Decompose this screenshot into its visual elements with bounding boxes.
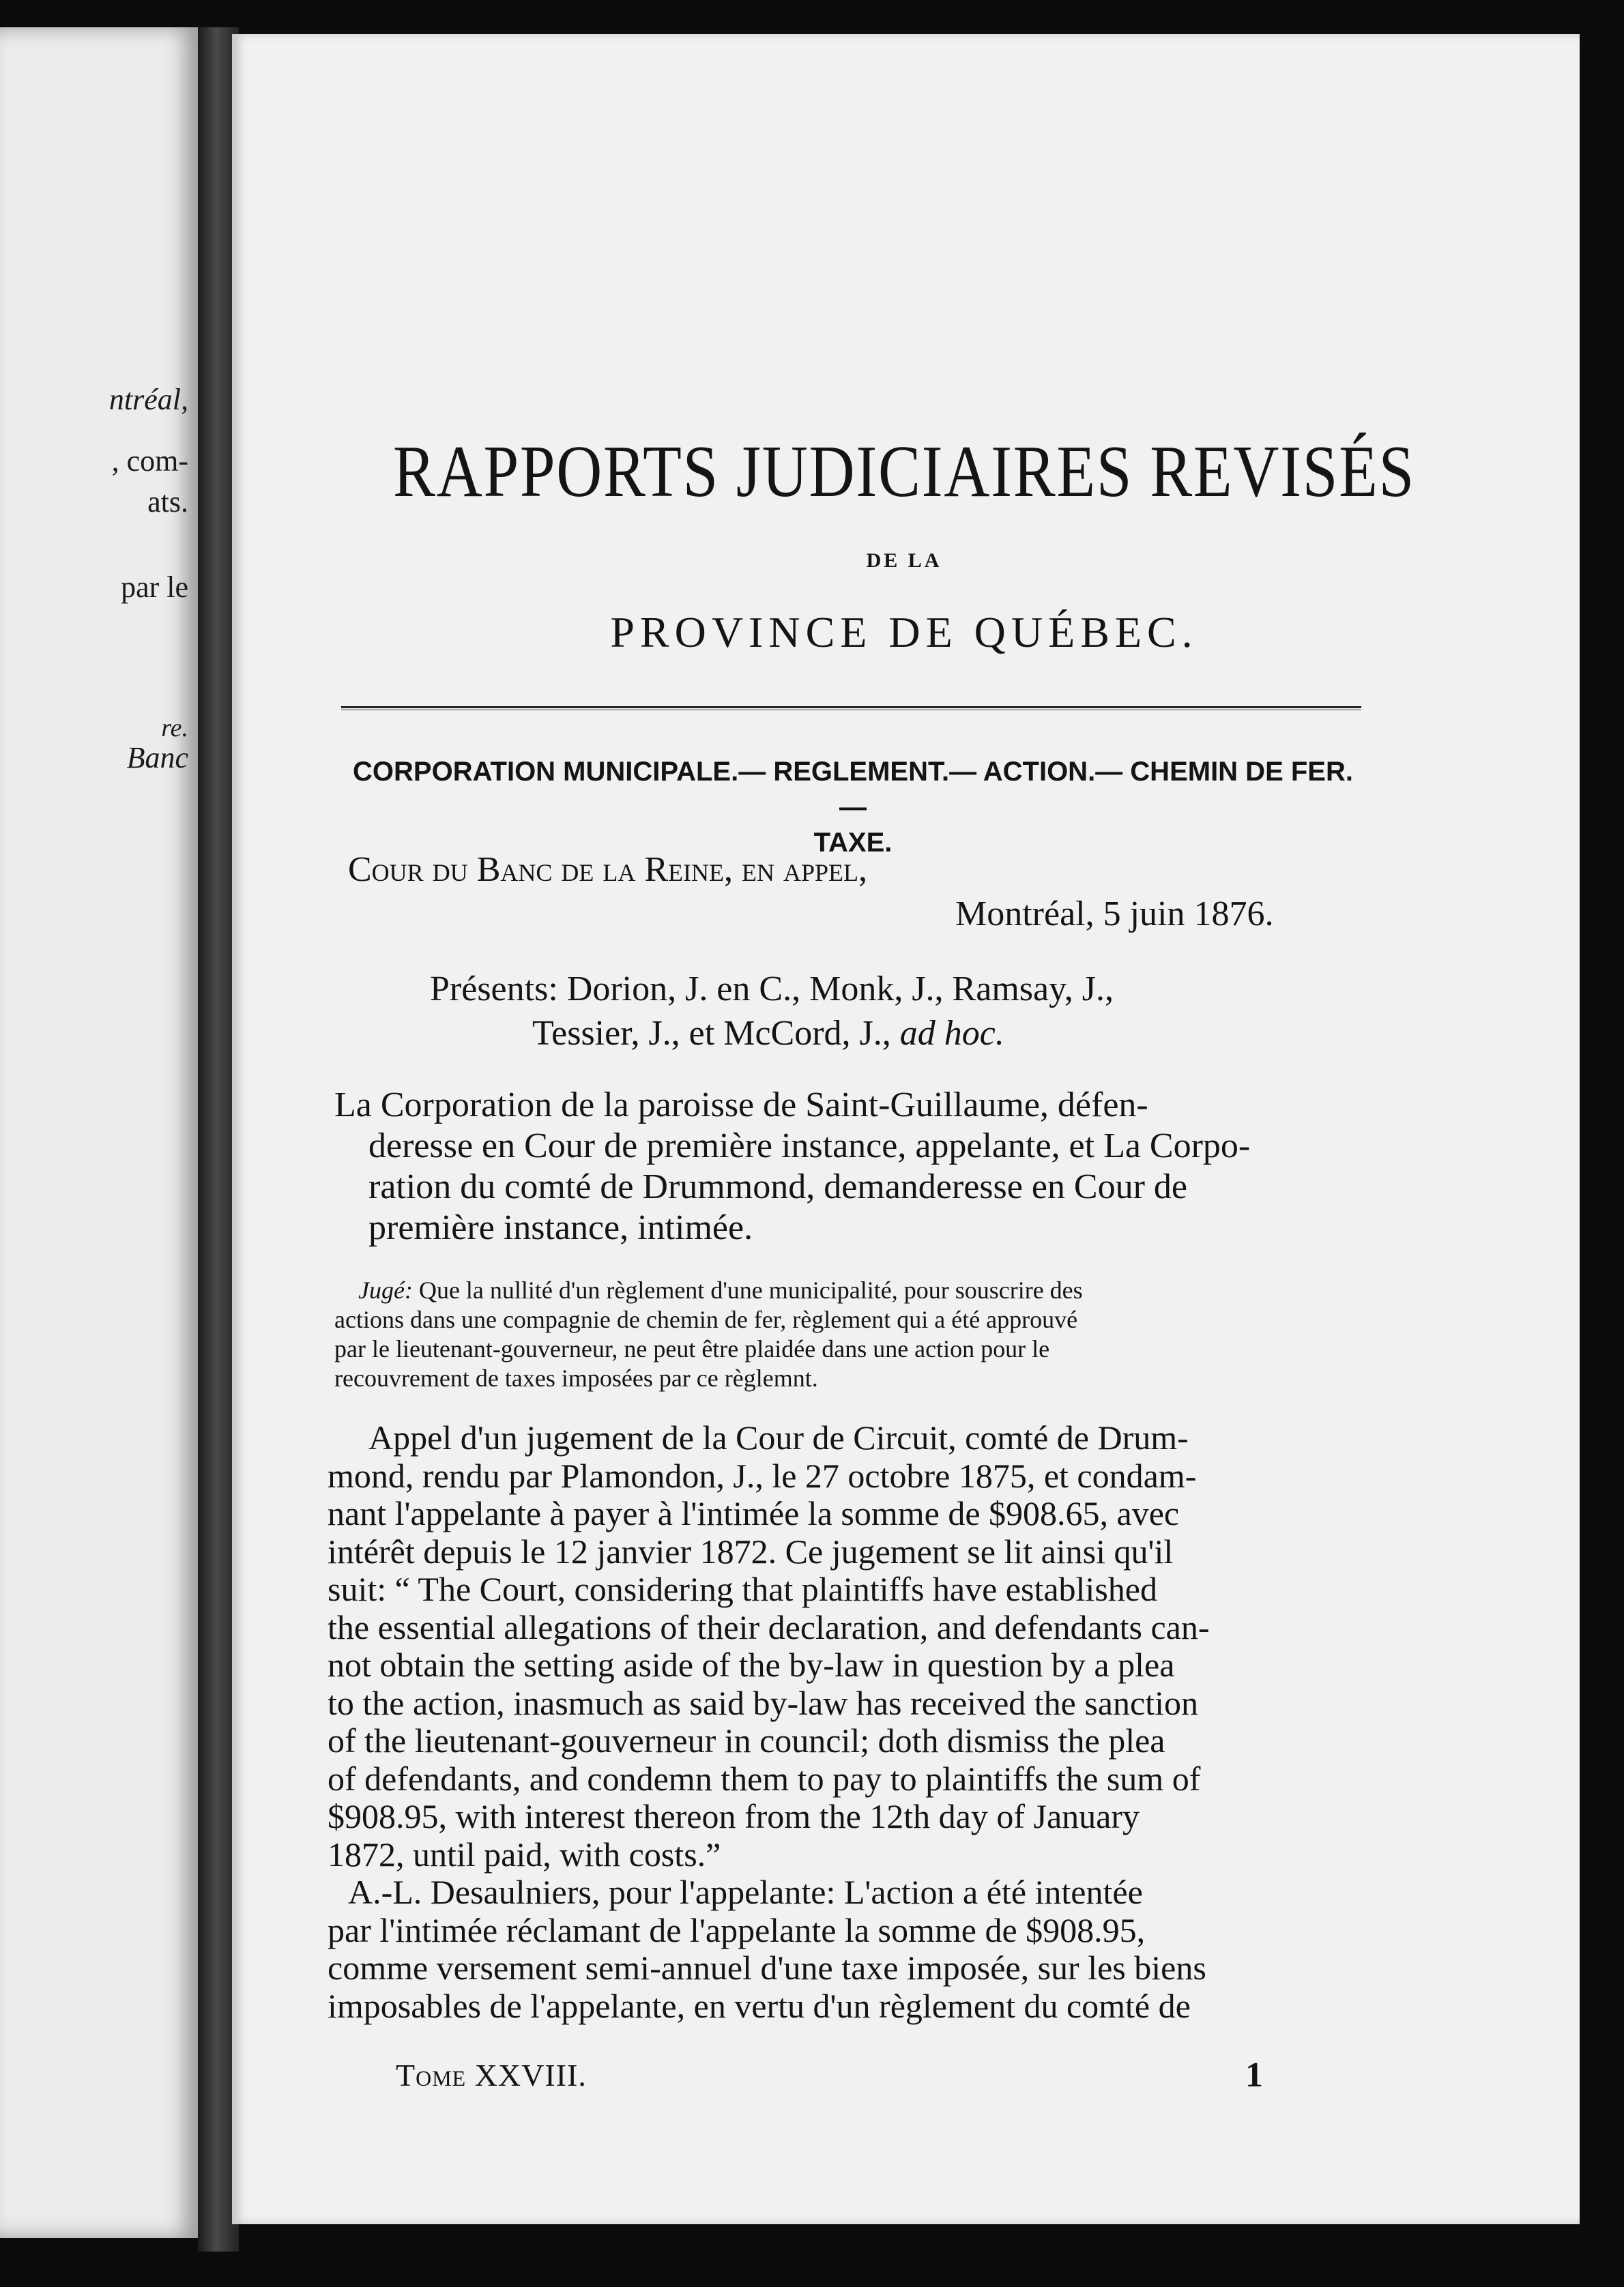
left-fragment: Banc [126, 741, 188, 774]
left-fragment: par le [121, 570, 188, 604]
body-line: of the lieutenant-gouverneur in council; doth dismiss the plea [328, 1721, 1165, 1760]
left-facing-page [0, 27, 198, 2238]
page-title: RAPPORTS JUDICIAIRES REVISÉS [393, 431, 1415, 512]
court-line: Cour du Banc de la Reine, en appel, [348, 850, 868, 889]
left-fragment: ntréal, [108, 383, 188, 416]
body-line: imposables de l'appelante, en vertu d'un règlement du comté de [328, 1986, 1191, 2025]
body-line: Appel d'un jugement de la Cour de Circuit, comté de Drum- [368, 1418, 1189, 1457]
headnote-line: par le lieutenant-gouverneur, ne peut être plaidée dans une action pour le [334, 1335, 1050, 1363]
body-line: comme versement semi-annuel d'une taxe imposée, sur les biens [328, 1949, 1206, 1987]
headnote [334, 1276, 1368, 1393]
body-line: suit: “ The Court, considering that plaintiffs have established [328, 1570, 1157, 1608]
ad-hoc-note: ad hoc. [899, 1014, 1004, 1053]
body-line: to the action, inasmuch as said by-law has received the sanction [328, 1683, 1198, 1722]
body-line: par l'intimée réclamant de l'appelante la somme de $908.95, [328, 1910, 1146, 1949]
date-line: Montréal, 5 juin 1876. [955, 894, 1274, 933]
body-line: A.-L. Desaulniers, pour l'appelante: L'action a été intentée [348, 1873, 1143, 1911]
book-page [232, 34, 1580, 2224]
headnote-line: actions dans une compagnie de chemin de fer, règlement qui a été approuvé [334, 1306, 1078, 1333]
title-rule [341, 706, 1361, 710]
juge-label: Jugé: [358, 1277, 413, 1304]
judges-names: Tessier, J., et McCord, J., [532, 1014, 900, 1053]
body-line: 1872, until paid, with costs.” [328, 1835, 721, 1874]
parties-line: deresse en Cour de première instance, appelante, et La Corpo- [368, 1126, 1251, 1165]
judges-line: Présents: Dorion, J. en C., Monk, J., Ramsay, J., [430, 970, 1114, 1008]
judges-line-2 [532, 1013, 1004, 1053]
body-line: intérêt depuis le 12 janvier 1872. Ce jugement se lit ainsi qu'il [328, 1532, 1174, 1571]
parties-line: première instance, intimée. [368, 1208, 753, 1247]
parties-paragraph [334, 1085, 1368, 1249]
body-line: not obtain the setting aside of the by-law in question by a plea [328, 1646, 1175, 1684]
body-line: $908.95, with interest thereon from the 12th day of January [328, 1797, 1140, 1835]
left-fragment: , com- [111, 444, 188, 478]
page-number: 1 [1245, 2056, 1263, 2095]
body-line: mond, rendu par Plamondon, J., le 27 octobre 1875, et condam- [328, 1456, 1197, 1495]
left-fragment: ats. [147, 485, 188, 519]
headnote-line: recouvrement de taxes imposées par ce règlemnt. [334, 1365, 818, 1392]
body-text [328, 1419, 1372, 2025]
left-fragment: re. [161, 714, 188, 742]
body-line: the essential allegations of their declaration, and defendants can- [328, 1607, 1210, 1646]
case-headline [341, 754, 1365, 860]
headnote-text: Que la nullité d'un règlement d'une municipalité, pour souscrire des [412, 1277, 1083, 1304]
parties-line: ration du comté de Drummond, demanderesse en Cour de [368, 1167, 1187, 1206]
headline-line: CORPORATION MUNICIPALE.— REGLEMENT.— ACTION.— CHEMIN DE FER. — [353, 757, 1353, 822]
subtitle-de-la: DE LA [866, 549, 942, 572]
parties-line: La Corporation de la paroisse de Saint-Guillaume, défen- [334, 1086, 1148, 1124]
province-title: PROVINCE DE QUÉBEC. [610, 608, 1198, 656]
headnote-line [334, 1276, 1368, 1305]
body-line: nant l'appelante à payer à l'intimée la somme de $908.65, avec [328, 1494, 1180, 1532]
headline-line: TAXE. [813, 828, 893, 858]
volume-label: Tome XXVIII. [396, 2058, 587, 2093]
body-line: of defendants, and condemn them to pay to plaintiffs the sum of [328, 1759, 1201, 1798]
